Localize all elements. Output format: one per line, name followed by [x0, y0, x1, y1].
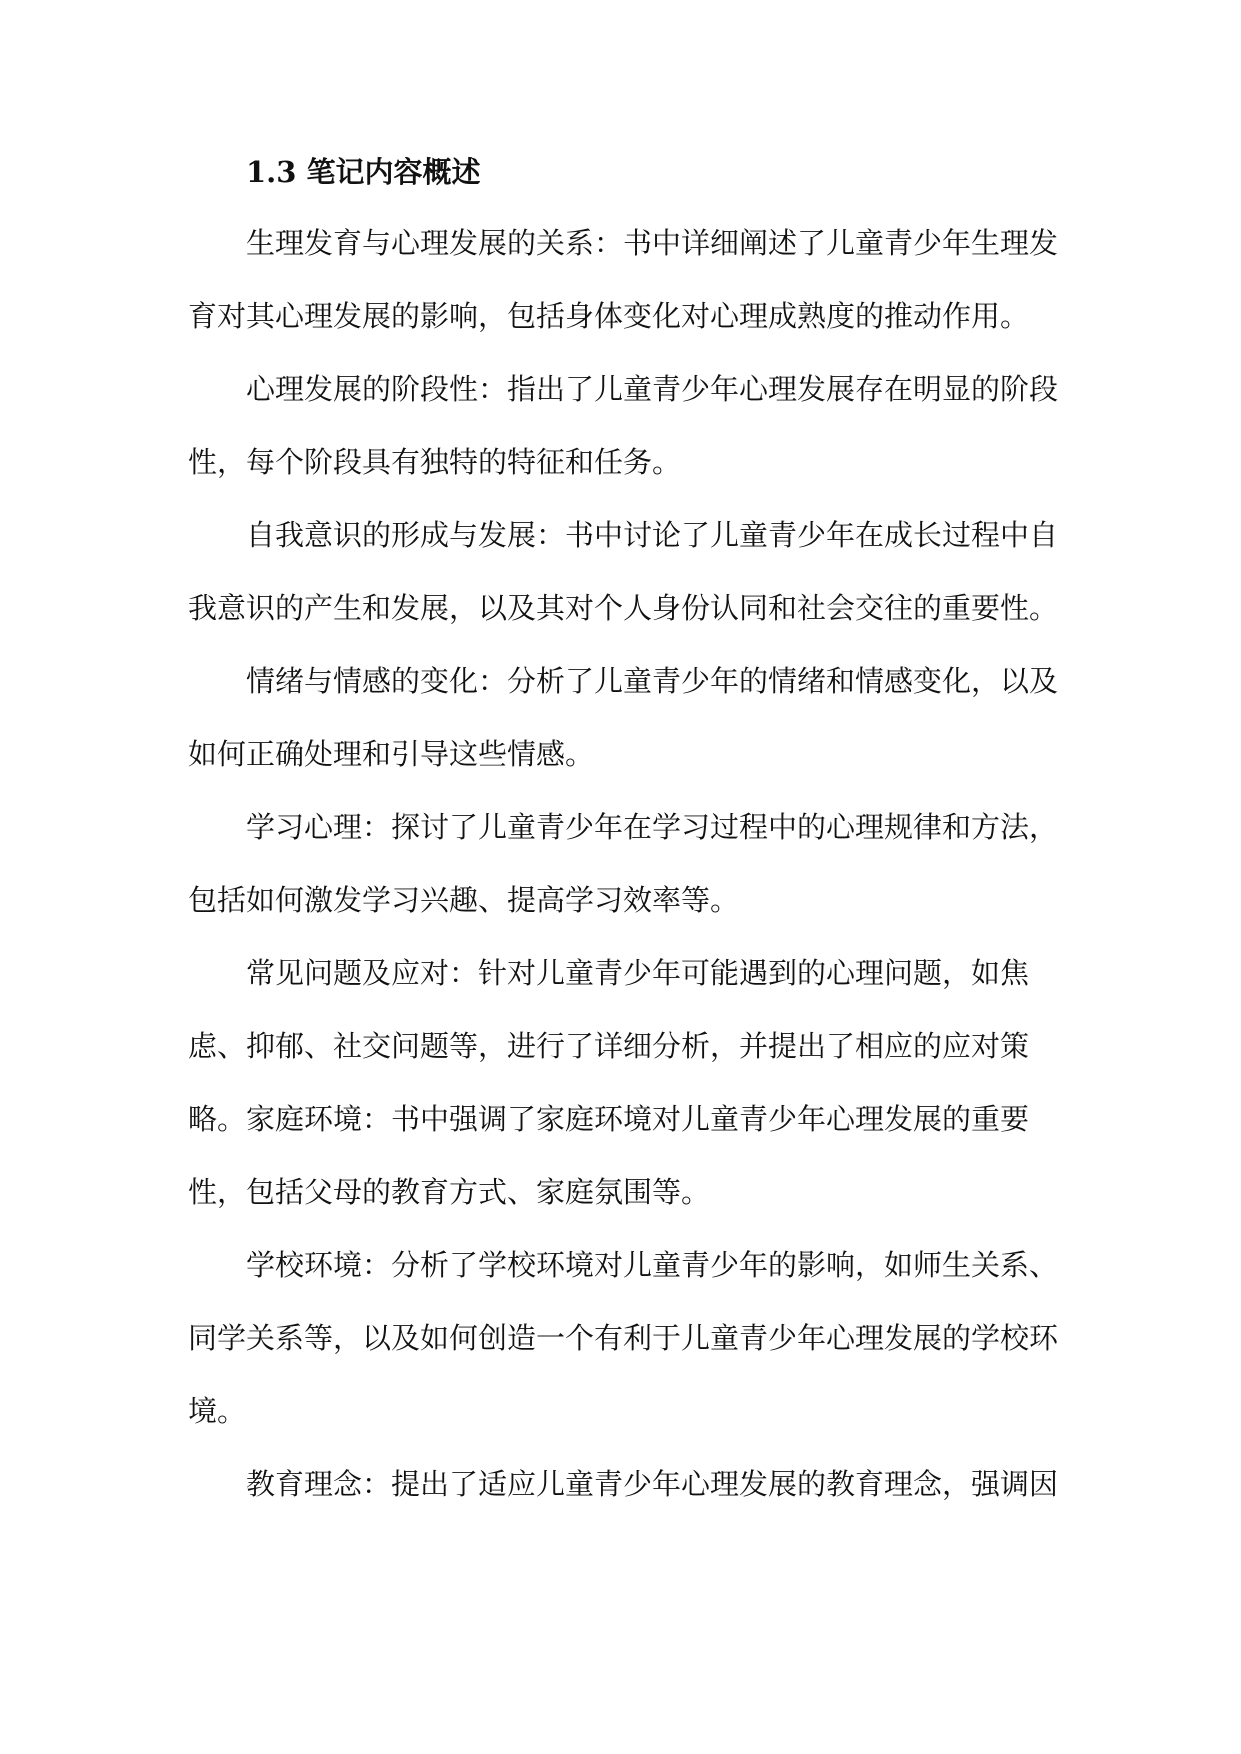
paragraph-learning-psychology: 学习心理：探讨了儿童青少年在学习过程中的心理规律和方法，包括如何激发学习兴趣、提高学习效率等。 [188, 810, 1059, 917]
section-heading: 1.3 笔记内容概述 [246, 155, 481, 189]
paragraph-school-environment: 学校环境：分析了学校环境对儿童青少年的影响，如师生关系、同学关系等，以及如何创造一个有利于儿童青少年心理发展的学校环境。 [188, 1248, 1059, 1428]
paragraph-developmental-stages: 心理发展的阶段性：指出了儿童青少年心理发展存在明显的阶段性，每个阶段具有独特的特征和任务。 [188, 372, 1059, 479]
paragraph-common-problems: 常见问题及应对：针对儿童青少年可能遇到的心理问题，如焦虑、抑郁、社交问题等，进行了详细分析，并提出了相应的应对策略。 [188, 956, 1030, 1136]
paragraph-emotions: 情绪与情感的变化：分析了儿童青少年的情绪和情感变化，以及如何正确处理和引导这些情感。 [188, 664, 1059, 771]
paragraph-self-awareness: 自我意识的形成与发展：书中讨论了儿童青少年在成长过程中自我意识的产生和发展，以及其对个人身份认同和社会交往的重要性。 [188, 518, 1059, 625]
paragraph-educational-philosophy: 教育理念：提出了适应儿童青少年心理发展的教育理念，强调因 [246, 1467, 1059, 1501]
paragraph-physiology-psychology: 生理发育与心理发展的关系：书中详细阐述了儿童青少年生理发育对其心理发展的影响，包括身体变化对心理成熟度的推动作用。 [188, 226, 1059, 333]
paragraph-family-environment: 家庭环境：书中强调了家庭环境对儿童青少年心理发展的重要性，包括父母的教育方式、家庭氛围等。 [188, 1102, 1030, 1209]
